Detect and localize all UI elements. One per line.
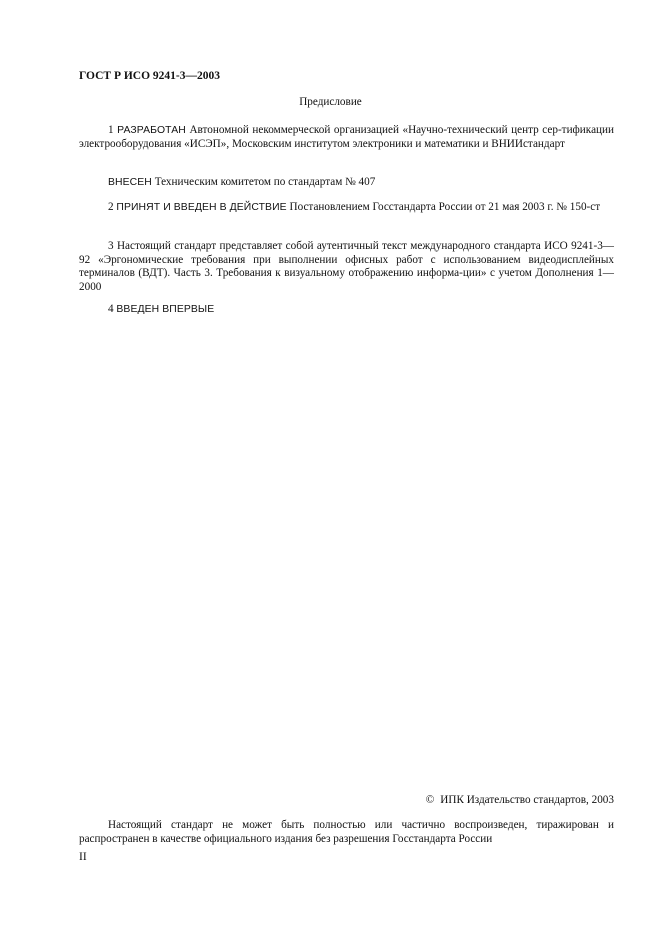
item-lead: ПРИНЯТ И ВВЕДЕН В ДЕЙСТВИЕ (116, 202, 287, 213)
item-developed (79, 124, 614, 151)
page-title: Предисловие (299, 96, 362, 108)
item-adopted (79, 201, 614, 215)
item-text: Техническим комитетом по стандартам № 407 (154, 176, 376, 188)
reproduction-notice: Настоящий стандарт не может быть полностью или частично воспроизведен, тиражирован и распространен в качестве официального издания без разрешения Госстандарта России (79, 819, 614, 845)
item-number: 1 (108, 124, 114, 136)
page-number: II (79, 851, 87, 863)
item-number: 2 (108, 201, 114, 213)
item-text: Настоящий стандарт представляет собой аутентичный текст международного стандарта ИСО 9241-3—92 «Эргономические требования при выполнении офисных работ с использованием видеодисплейных терминалов (ВДТ). Часть 3. Требования к визуальному отображению информа-ции» с учетом Дополнения 1—2000 (79, 240, 614, 293)
item-first-introduced (79, 303, 614, 317)
item-number: 4 (108, 303, 114, 315)
item-authentic-text (79, 240, 614, 294)
copyright-line (426, 794, 614, 808)
copyright-sign: © (425, 794, 435, 806)
item-text: Автономной некоммерческой организацией «Научно-технический центр сер-тификации электрооборудования «ИСЭП», Московским институтом электроники и математики и ВНИИстандарт (79, 124, 614, 150)
item-introduced (79, 176, 614, 190)
item-text: Постановлением Госстандарта России от 21 мая 2003 г. № 150-ст (289, 201, 601, 213)
item-number: 3 (108, 240, 114, 252)
item-lead: ВНЕСЕН (108, 177, 152, 188)
item-lead: ВВЕДЕН ВПЕРВЫЕ (116, 304, 215, 315)
copyright-text: ИПК Издательство стандартов, 2003 (440, 794, 614, 806)
document-code: ГОСТ Р ИСО 9241-3—2003 (79, 70, 221, 82)
item-lead: РАЗРАБОТАН (117, 125, 186, 136)
